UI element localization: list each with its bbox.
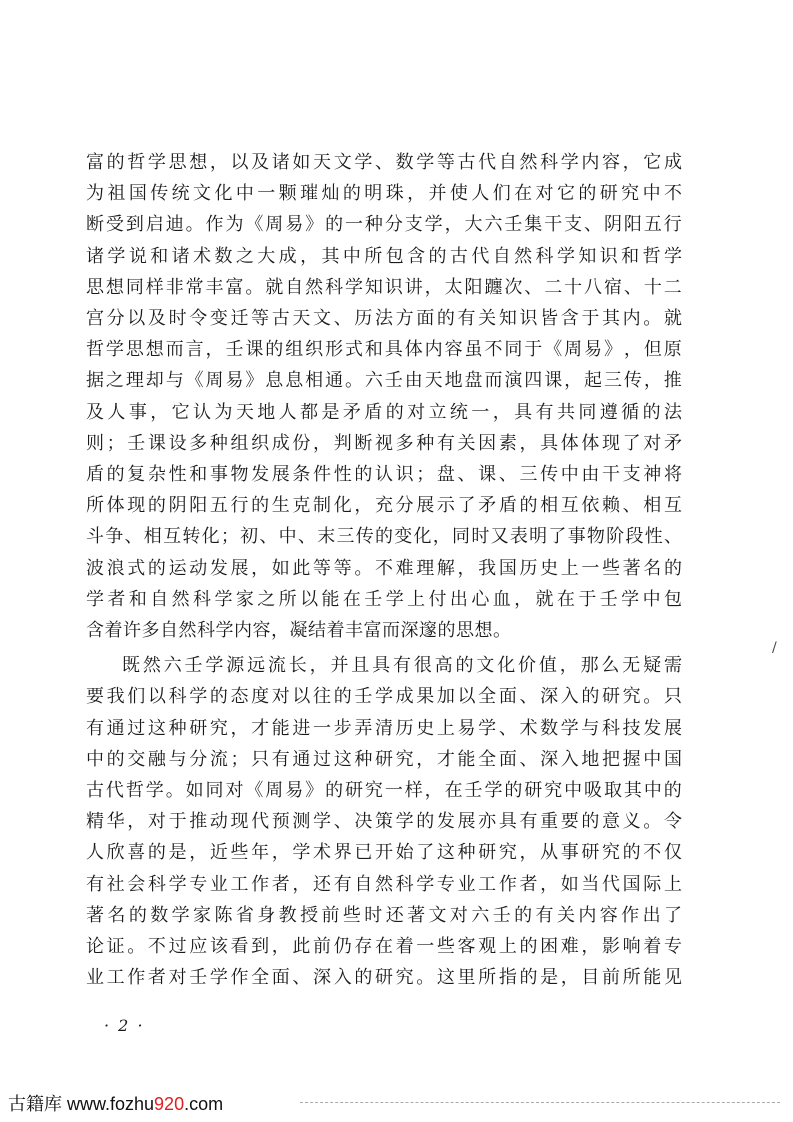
text-line: 精 华 ， 对 于 推 动 现 代 预 测 学 、 决 策 学 的 发 展 亦 具 有 重 要 的 意 义 。 令 xyxy=(86,811,682,832)
text-line: 盾 的 复 杂 性 和 事 物 发 展 条 件 性 的 认 识 ； 盘 、 课 、 三 传 中 由 干 支 神 将 xyxy=(86,464,682,485)
margin-mark: / xyxy=(772,640,777,656)
text-line: 波 浪 式 的 运 动 发 展 ， 如 此 等 等 。 不 难 理 解 ， 我 国 历 史 上 一 些 著 名 的 xyxy=(86,558,682,579)
text-line: 为 祖 国 传 统 文 化 中 一 颗 璀 灿 的 明 珠 ， 并 使 人 们 在 对 它 的 研 究 中 不 xyxy=(86,183,682,204)
text-line: 著 名 的 数 学 家 陈 省 身 教 授 前 些 时 还 著 文 对 六 壬 的 有 关 内 容 作 出 了 xyxy=(86,905,682,926)
text-line: 断 受 到 启 迪 。 作 为 《 周 易 》 的 一 种 分 支 学 ， 大 六 壬 集 干 支 、 阴 阳 五 行 xyxy=(86,214,682,235)
text-line: 据 之 理 却 与 《 周 易 》 息 息 相 通 。 六 壬 由 天 地 盘 而 演 四 课 ， 起 三 传 ， 推 xyxy=(86,370,682,391)
text-line: 所 体 现 的 阴 阳 五 行 的 生 克 制 化 ， 充 分 展 示 了 矛 盾 的 相 互 依 赖 、 相 互 xyxy=(86,495,682,516)
text-line: 古 代 哲 学 。 如 同 对 《 周 易 》 的 研 究 一 样 ， 在 壬 学 的 研 究 中 吸 取 其 中 的 xyxy=(86,780,682,801)
text-line: 富 的 哲 学 思 想 ， 以 及 诸 如 天 文 学 、 数 学 等 古 代 自 然 科 学 内 容 ， 它 成 xyxy=(86,152,682,173)
text-line: 思 想 同 样 非 常 丰 富 。 就 自 然 科 学 知 识 讲 ， 太 阳 躔 次 、 二 十 八 宿 、 十 二 xyxy=(86,277,682,298)
text-line: 既 然 六 壬 学 源 远 流 长 ， 并 且 具 有 很 高 的 文 化 价 值 ， 那 么 无 疑 需 xyxy=(122,655,682,676)
text-line: 含着许多自然科学内容，凝结着丰富而深邃的思想。 xyxy=(86,620,512,641)
text-line: 论 证 。 不 过 应 该 看 到 ， 此 前 仍 存 在 着 一 些 客 观 上 的 困 难 ， 影 响 着 专 xyxy=(86,936,682,957)
text-line: 则 ； 壬 课 设 多 种 组 织 成 份 ， 判 断 视 多 种 有 关 因 素 ， 具 体 体 现 了 对 矛 xyxy=(86,433,682,454)
text-line: 学 者 和 自 然 科 学 家 之 所 以 能 在 壬 学 上 付 出 心 血 ， 就 在 于 壬 学 中 包 xyxy=(86,589,682,610)
watermark-suffix: .com xyxy=(184,1094,224,1114)
text-line: 哲 学 思 想 而 言 ， 壬 课 的 组 织 形 式 和 具 体 内 容 虽 不 同 于 《 周 易 》 ， 但 原 xyxy=(86,339,682,360)
text-line: 业 工 作 者 对 壬 学 作 全 面 、 深 入 的 研 究 。 这 里 所 指 的 是 ， 目 前 所 能 见 xyxy=(86,967,682,988)
bottom-scan-line xyxy=(300,1102,780,1103)
text-line: 有 通 过 这 种 研 究 ， 才 能 进 一 步 弄 清 历 史 上 易 学 、 术 数 学 与 科 技 发 展 xyxy=(86,718,682,739)
watermark-accent: 920 xyxy=(154,1094,185,1114)
page-number: · 2 · xyxy=(104,1016,145,1035)
text-line: 中 的 交 融 与 分 流 ； 只 有 通 过 这 种 研 究 ， 才 能 全 面 、 深 入 地 把 握 中 国 xyxy=(86,749,682,770)
text-line: 要 我 们 以 科 学 的 态 度 对 以 往 的 壬 学 成 果 加 以 全 面 、 深 入 的 研 究 。 只 xyxy=(86,686,682,707)
text-line: 有 社 会 科 学 专 业 工 作 者 ， 还 有 自 然 科 学 专 业 工 作 者 ， 如 当 代 国 际 上 xyxy=(86,874,682,895)
text-line: 斗 争 、 相 互 转 化 ； 初 、 中 、 末 三 传 的 变 化 ， 同 时 又 表 明 了 事 物 阶 段 性 、 xyxy=(86,526,682,547)
text-line: 人 欣 喜 的 是 ， 近 些 年 ， 学 术 界 已 开 始 了 这 种 研 究 ， 从 事 研 究 的 不 仅 xyxy=(86,842,682,863)
text-line: 宫 分 以 及 时 令 变 迁 等 古 天 文 、 历 法 方 面 的 有 关 知 识 皆 含 于 其 内 。 就 xyxy=(86,308,682,329)
text-line: 诸 学 说 和 诸 术 数 之 大 成 ， 其 中 所 包 含 的 古 代 自 然 科 学 知 识 和 哲 学 xyxy=(86,246,682,267)
text-line: 及 人 事 ， 它 认 为 天 地 人 都 是 矛 盾 的 对 立 统 一 ， 具 有 共 同 遵 循 的 法 xyxy=(86,402,682,423)
site-watermark[interactable] xyxy=(8,1090,223,1116)
watermark-prefix: 古籍库 www.fozhu xyxy=(8,1094,155,1114)
